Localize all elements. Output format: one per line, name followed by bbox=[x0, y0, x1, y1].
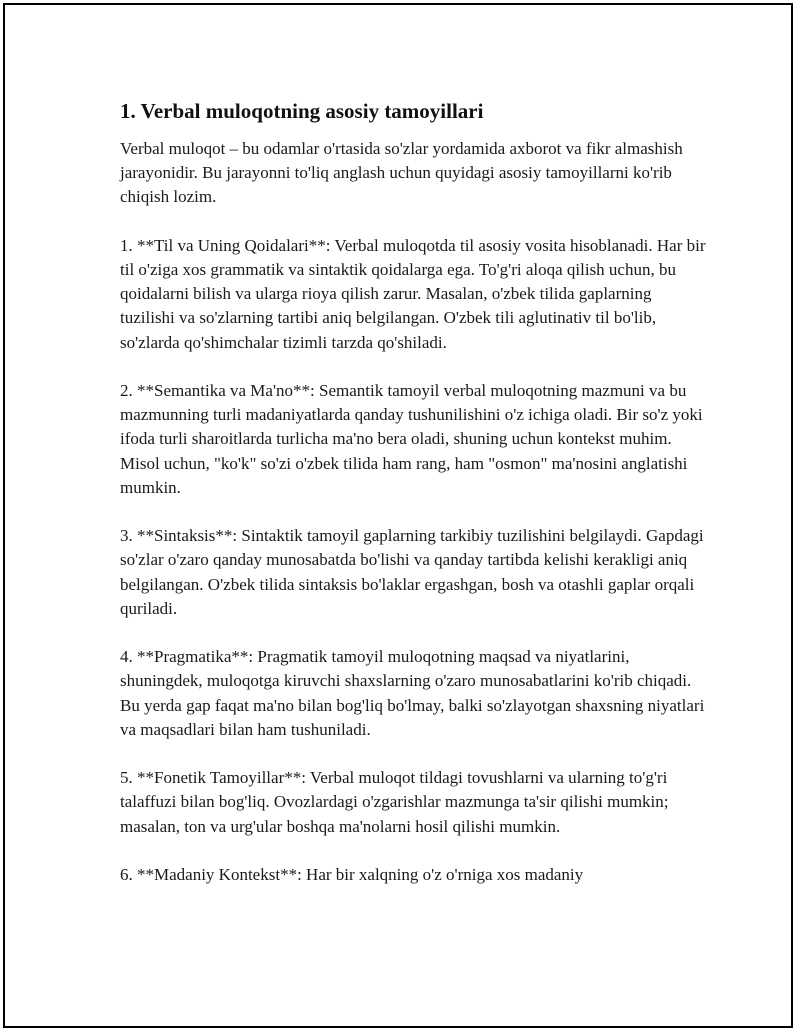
section-paragraph-2: 2. **Semantika va Ma'no**: Semantik tamoyil verbal muloqotning mazmuni va bu mazmunning turli madaniyatlarda qanday tushunilishini o'z ichiga oladi. Bir so'z yoki ifoda turli sharoitlarda turlicha ma'no bera oladi, shuning uchun kontekst muhim. Misol uchun, "ko'k" so'zi o'zbek tilida ham rang, ham "osmon" ma'nosini anglatishi mumkin. bbox=[120, 381, 703, 497]
section-paragraph-4: 4. **Pragmatika**: Pragmatik tamoyil muloqotning maqsad va niyatlarini, shuningdek, muloqotga kiruvchi shaxslarning o'zaro munosabatlarini ko'rib chiqadi. Bu yerda gap faqat ma'no bilan bog'liq bo'lmay, balki so'zlayotgan shaxsning niyatlari va maqsadlari bilan ham tushuniladi. bbox=[120, 647, 705, 739]
document-title: 1. Verbal muloqotning asosiy tamoyillari bbox=[120, 99, 484, 123]
document-page bbox=[3, 3, 793, 1028]
intro-paragraph: Verbal muloqot – bu odamlar o'rtasida so'zlar yordamida axborot va fikr almashish jarayonidir. Bu jarayonni to'liq anglash uchun quyidagi asosiy tamoyillarni ko'rib chiqish lozim. bbox=[120, 139, 683, 207]
section-paragraph-6: 6. **Madaniy Kontekst**: Har bir xalqning o'z o'rniga xos madaniy bbox=[120, 865, 584, 884]
section-paragraph-1: 1. **Til va Uning Qoidalari**: Verbal muloqotda til asosiy vosita hisoblanadi. Har bir til o'ziga xos grammatik va sintaktik qoidalarga ega. To'g'ri aloqa qilish uchun, bu qoidalarni bilish va ularga rioya qilish zarur. Masalan, o'zbek tilida gaplarning tuzilishi va so'zlarning tartibi aniq belgilangan. O'zbek tili aglutinativ til bo'lib, so'zlarda qo'shimchalar tizimli tarzda qo'shiladi. bbox=[120, 235, 706, 352]
document-body bbox=[120, 97, 710, 911]
section-paragraph-3: 3. **Sintaksis**: Sintaktik tamoyil gaplarning tarkibiy tuzilishini belgilaydi. Gapdagi so'zlar o'zaro qanday munosabatda bo'lishi va qanday tartibda kelishi kerakligi aniq belgilangan. O'zbek tilida sintaksis bo'laklar ergashgan, bosh va otashli gaplar orqali quriladi. bbox=[120, 526, 704, 618]
section-paragraph-5: 5. **Fonetik Tamoyillar**: Verbal muloqot tildagi tovushlarni va ularning to'g'ri talaffuzi bilan bog'liq. Ovozlardagi o'zgarishlar mazmunga ta'sir qilishi mumkin; masalan, ton va urg'ular boshqa ma'nolarni hosil qilishi mumkin. bbox=[120, 768, 669, 836]
